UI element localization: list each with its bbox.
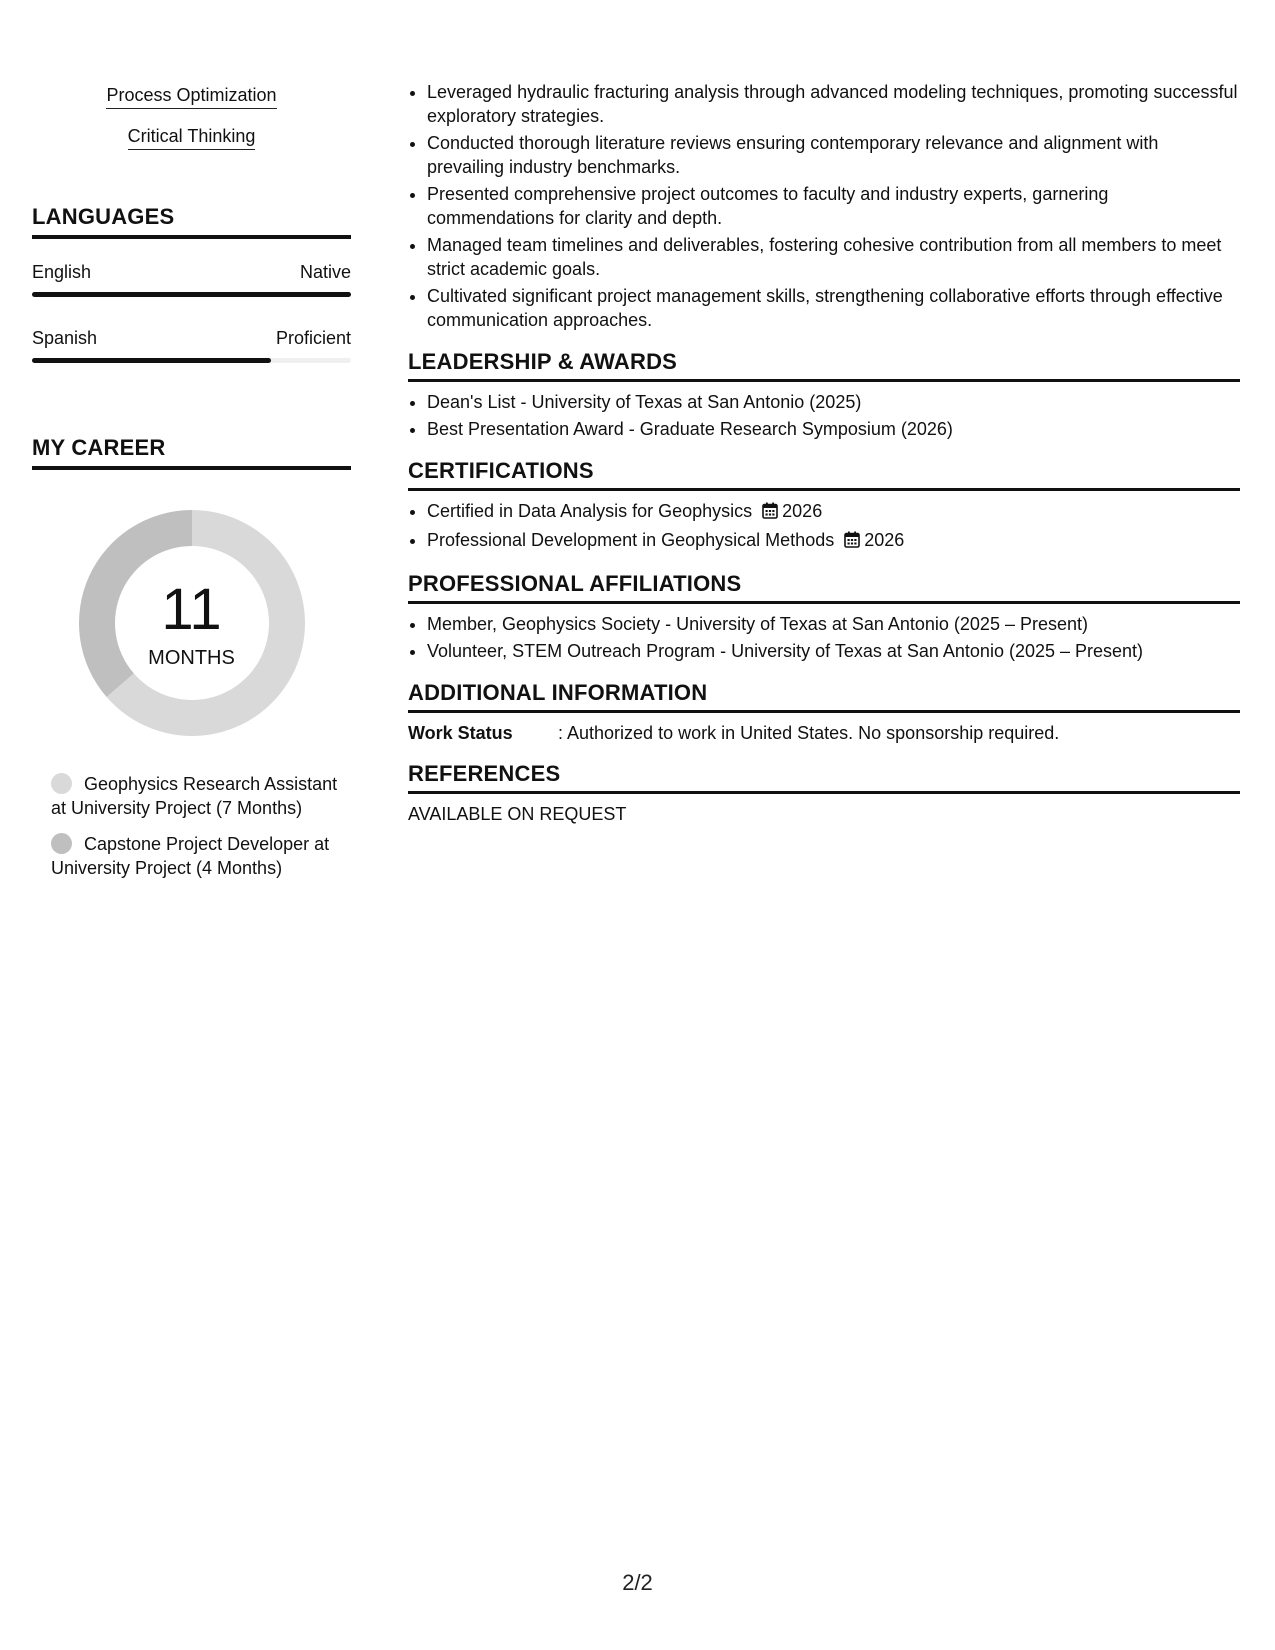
career-donut-chart	[79, 510, 305, 736]
leadership-list	[408, 390, 1240, 441]
language-bar-fill	[32, 358, 271, 363]
language-level: Proficient	[275, 328, 351, 348]
legend-dot	[51, 773, 72, 794]
language-name: Spanish	[32, 328, 98, 348]
skill-tag: Process Optimization	[106, 84, 276, 109]
legend-dot	[51, 833, 72, 854]
list-item: • Best Presentation Award - Graduate Research Symposium (2026)	[427, 417, 1240, 441]
work-status-label: Work Status	[408, 723, 513, 743]
calendar-icon	[844, 530, 860, 554]
experience-bullets	[408, 80, 1240, 332]
references-text: AVAILABLE ON REQUEST	[408, 804, 627, 824]
language-bar	[32, 292, 351, 297]
list-item: • Volunteer, STEM Outreach Program - University of Texas at San Antonio (2025 – Present)	[427, 639, 1240, 663]
career-legend-item	[51, 832, 351, 880]
certification-name: Professional Development in Geophysical Methods	[427, 530, 835, 550]
leadership-heading: LEADERSHIP & AWARDS	[408, 349, 1240, 382]
affiliations-list	[408, 612, 1240, 663]
legend-label: Geophysics Research Assistant at University Project (7 Months)	[51, 774, 338, 818]
legend-label: Capstone Project Developer at University Project (4 Months)	[51, 834, 330, 878]
certification-year: 2026	[864, 530, 905, 550]
work-status-value: : Authorized to work in United States. No sponsorship required.	[558, 723, 1060, 743]
calendar-icon	[762, 501, 778, 525]
language-item	[32, 261, 351, 297]
language-name: English	[32, 262, 92, 282]
certification-year: 2026	[782, 501, 823, 521]
list-item: • Member, Geophysics Society - University of Texas at San Antonio (2025 – Present)	[427, 612, 1240, 636]
list-item: • Leveraged hydraulic fracturing analysis through advanced modeling techniques, promoting successful exploratory strategies.	[427, 80, 1240, 128]
certification-name: Certified in Data Analysis for Geophysics	[427, 501, 753, 521]
language-item	[32, 327, 351, 363]
page-number: 2/2	[622, 1570, 653, 1595]
list-item: • Presented comprehensive project outcomes to faculty and industry experts, garnering commendations for clarity and depth.	[427, 182, 1240, 230]
right-column	[408, 80, 1240, 826]
list-item	[427, 499, 1240, 525]
affiliations-heading: PROFESSIONAL AFFILIATIONS	[408, 571, 1240, 604]
list-item: • Managed team timelines and deliverables, fostering cohesive contribution from all members to meet strict academic goals.	[427, 233, 1240, 281]
list-item: • Dean's List - University of Texas at San Antonio (2025)	[427, 390, 1240, 414]
language-bar-fill	[32, 292, 351, 297]
language-level: Native	[299, 262, 351, 282]
certifications-list	[408, 499, 1240, 554]
language-bar	[32, 358, 351, 363]
list-item	[427, 528, 1240, 554]
additional-info-heading: ADDITIONAL INFORMATION	[408, 680, 1240, 713]
list-item: • Conducted thorough literature reviews ensuring contemporary relevance and alignment with prevailing industry benchmarks.	[427, 131, 1240, 179]
career-legend-item	[51, 772, 351, 820]
list-item: • Cultivated significant project management skills, strengthening collaborative efforts through effective communication approaches.	[427, 284, 1240, 332]
references-heading: REFERENCES	[408, 761, 1240, 794]
work-status-row	[408, 721, 1240, 745]
skill-tag: Critical Thinking	[128, 125, 256, 150]
career-total-number: 11	[161, 577, 222, 642]
career-total-unit: MONTHS	[148, 647, 235, 669]
certifications-heading: CERTIFICATIONS	[408, 458, 1240, 491]
languages-heading: LANGUAGES	[32, 204, 351, 239]
career-heading: MY CAREER	[32, 435, 351, 470]
left-column	[32, 84, 351, 892]
